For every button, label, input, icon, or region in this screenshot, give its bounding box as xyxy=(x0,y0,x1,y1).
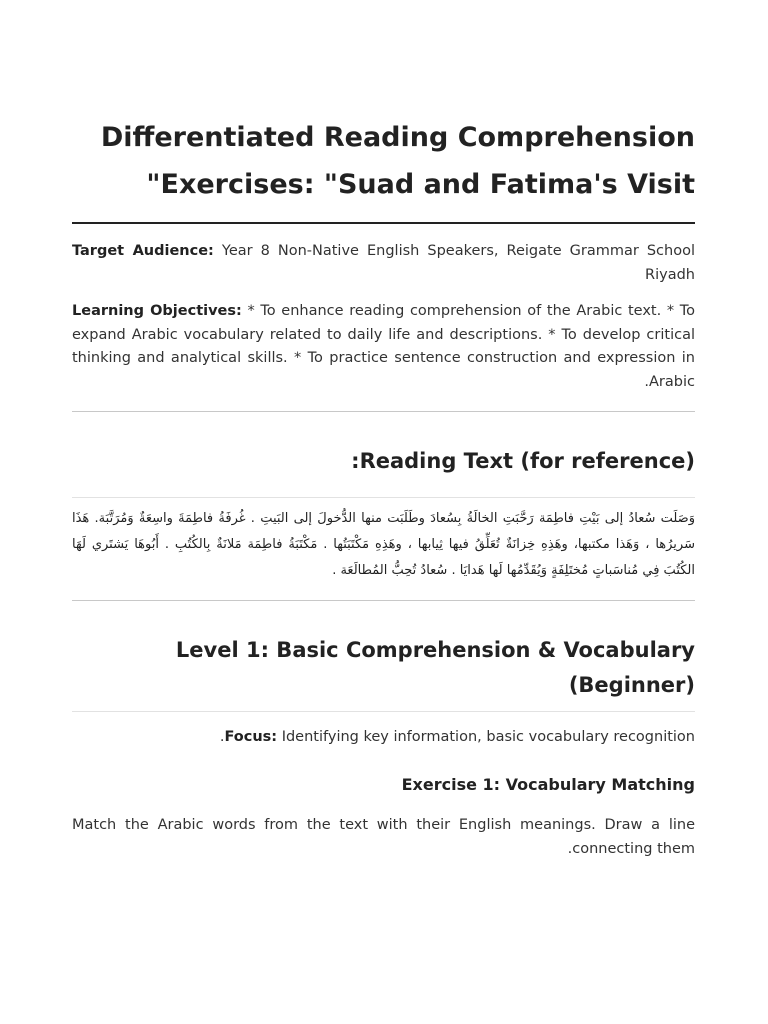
level1-focus xyxy=(72,726,695,748)
level1-heading: Level 1: Basic Comprehension & Vocabulary (Beginner) xyxy=(175,638,695,697)
focus-label: Focus: xyxy=(224,729,278,745)
target-audience-value: Year 8 Non-Native English Speakers, Reigate Grammar School Riyadh xyxy=(221,243,695,283)
learning-objectives-value: * To enhance reading comprehension of the Arabic text. * To expand Arabic vocabulary related to daily life and descriptions. * To develop critical thinking and analytical skills. * To practice sentence construction and expression in Arabic. xyxy=(72,303,696,390)
focus-value: Identifying key information, basic vocabulary recognition. xyxy=(219,729,695,745)
document-title: Differentiated Reading Comprehension Exercises: "Suad and Fatima's Visit" xyxy=(100,122,695,200)
learning-objectives-label: Learning Objectives: xyxy=(72,303,242,319)
target-audience-label: Target Audience: xyxy=(72,243,214,259)
arabic-reading-passage: وَصَلَت سُعادُ إلى بَيْتِ فاطِمَة رَحَّبَتِ الخالَةُ بِسُعادَ وطَلَبَت منها الدُّخولَ إلى البَيتِ . غُرفَةُ فاطِمَةَ واسِعَةٌ وَمُرَتَّبَة. هَذَا سَريرُها ، وَهَذا مكتبها، وهَذِهِ خِزانَةٌ تُعَلِّقُ فيها ثِيابها ، وهَذِهِ مَكْتَبَتُها . مَكْتَبَةُ فاطِمَة مَلانَةٌ بِالكُتُبِ . أَبُوهَا يَشتَري لَهَا الكُتُبَ فِي مُناسَباتٍ مُختَلِفَةٍ وَيُقَدِّمُها لَها هَدايَا . سُعادُ تُحِبُّ المُطالَعَة . xyxy=(72,511,695,578)
reading-text-heading: Reading Text (for reference): xyxy=(351,449,695,473)
target-audience xyxy=(72,240,695,287)
document-page xyxy=(72,0,695,861)
exercise1-instructions: Match the Arabic words from the text with their English meanings. Draw a line connecting them. xyxy=(72,817,695,857)
learning-objectives xyxy=(72,300,695,394)
exercise1-heading: Exercise 1: Vocabulary Matching xyxy=(401,775,695,794)
